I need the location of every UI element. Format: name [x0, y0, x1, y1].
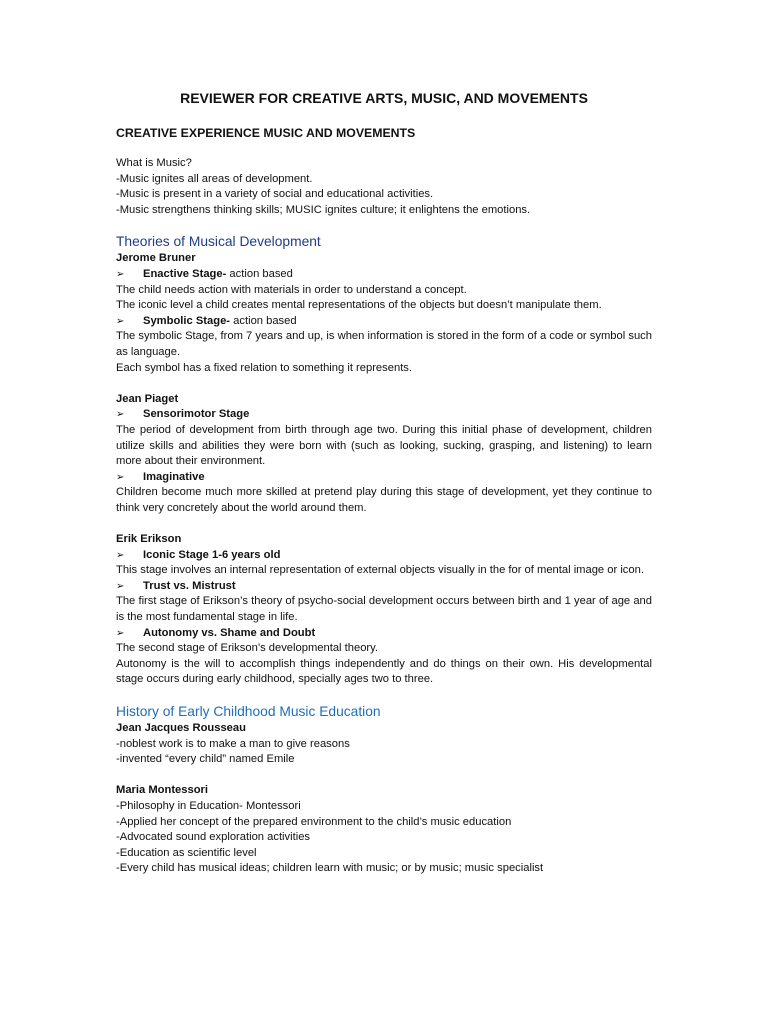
- paragraph: This stage involves an internal representation of external objects visually in the for of mental image or icon.: [116, 564, 644, 577]
- intro-line: -Music is present in a variety of social and educational activities.: [116, 188, 434, 201]
- paragraph: The second stage of Erikson’s developmental theory.: [116, 642, 379, 655]
- document-subtitle: CREATIVE EXPERIENCE MUSIC AND MOVEMENTS: [116, 126, 416, 140]
- arrow-bullet-icon: ➢: [116, 627, 125, 639]
- bullet-item: [116, 626, 652, 642]
- bullet-item: [116, 470, 652, 486]
- bullet-text: action based: [226, 267, 293, 280]
- bullet-item: [116, 548, 652, 564]
- paragraph: Autonomy is the will to accomplish things independently and do things on their own. His developmental stage occurs during early childhood, specially ages two to three.: [116, 657, 652, 686]
- intro-line: -Music strengthens thinking skills; MUSIC ignites culture; it enlightens the emotions.: [116, 203, 531, 216]
- arrow-bullet-icon: ➢: [116, 549, 125, 561]
- arrow-bullet-icon: ➢: [116, 409, 125, 421]
- bullet-label: Iconic Stage 1-6 years old: [143, 548, 281, 561]
- bruner-section: [116, 251, 652, 376]
- history-heading: History of Early Childhood Music Education: [116, 704, 381, 719]
- person-name: Maria Montessori: [116, 784, 209, 797]
- list-line: -Applied her concept of the prepared environment to the child’s music education: [116, 815, 512, 828]
- paragraph: Children become much more skilled at pretend play during this stage of development, yet they continue to think very concretely about the world around them.: [116, 486, 652, 514]
- rousseau-section: [116, 721, 652, 768]
- bullet-label: Sensorimotor Stage: [143, 408, 250, 421]
- theories-heading: Theories of Musical Development: [116, 234, 321, 250]
- bullet-label: Trust vs. Mistrust: [143, 579, 236, 592]
- bullet-item: [116, 314, 652, 330]
- paragraph: The iconic level a child creates mental representations of the objects but doesn’t manipulate them.: [116, 299, 602, 312]
- bullet-label: Imaginative: [143, 470, 205, 483]
- bullet-label: Symbolic Stage-: [143, 314, 231, 327]
- list-line: -Philosophy in Education- Montessori: [116, 799, 301, 812]
- bullet-text: action based: [230, 314, 297, 327]
- list-line: -Advocated sound exploration activities: [116, 831, 311, 844]
- paragraph: The child needs action with materials in order to understand a concept.: [116, 283, 467, 296]
- bullet-item: [116, 407, 652, 423]
- intro-section: [116, 156, 652, 218]
- arrow-bullet-icon: ➢: [116, 580, 125, 592]
- intro-line: -Music ignites all areas of development.: [116, 172, 313, 185]
- document-title: REVIEWER FOR CREATIVE ARTS, MUSIC, AND MOVEMENTS: [180, 90, 588, 106]
- list-line: -Education as scientific level: [116, 846, 257, 859]
- paragraph: The first stage of Erikson’s theory of psycho-social development occurs between birth and 1 year of age and is the most fundamental stage in life.: [116, 595, 652, 624]
- piaget-section: [116, 392, 652, 517]
- arrow-bullet-icon: ➢: [116, 471, 125, 483]
- person-name: Jean Jacques Rousseau: [116, 722, 246, 734]
- intro-question: What is Music?: [116, 157, 192, 169]
- paragraph: Each symbol has a fixed relation to something it represents.: [116, 361, 412, 374]
- bullet-label: Enactive Stage-: [143, 267, 227, 280]
- person-name: Jerome Bruner: [116, 252, 196, 265]
- bullet-label: Autonomy vs. Shame and Doubt: [143, 626, 316, 639]
- montessori-section: [116, 783, 652, 877]
- person-name: Erik Erikson: [116, 533, 182, 546]
- bullet-item: [116, 267, 652, 283]
- erikson-section: [116, 532, 652, 688]
- person-name: Jean Piaget: [116, 392, 179, 405]
- list-line: -Every child has musical ideas; children learn with music; or by music; music specialist: [116, 862, 544, 875]
- paragraph: The period of development from birth through age two. During this initial phase of development, children utilize skills and abilities they were born with (such as looking, sucking, grasping, and listening) to learn more about their environment.: [116, 423, 652, 468]
- arrow-bullet-icon: ➢: [116, 315, 125, 327]
- paragraph: The symbolic Stage, from 7 years and up, is when information is stored in the form of a code or symbol such as language.: [116, 330, 652, 358]
- list-line: -invented “every child” named Emile: [116, 753, 295, 766]
- bullet-item: [116, 579, 652, 595]
- arrow-bullet-icon: ➢: [116, 268, 125, 280]
- list-line: -noblest work is to make a man to give reasons: [116, 737, 350, 750]
